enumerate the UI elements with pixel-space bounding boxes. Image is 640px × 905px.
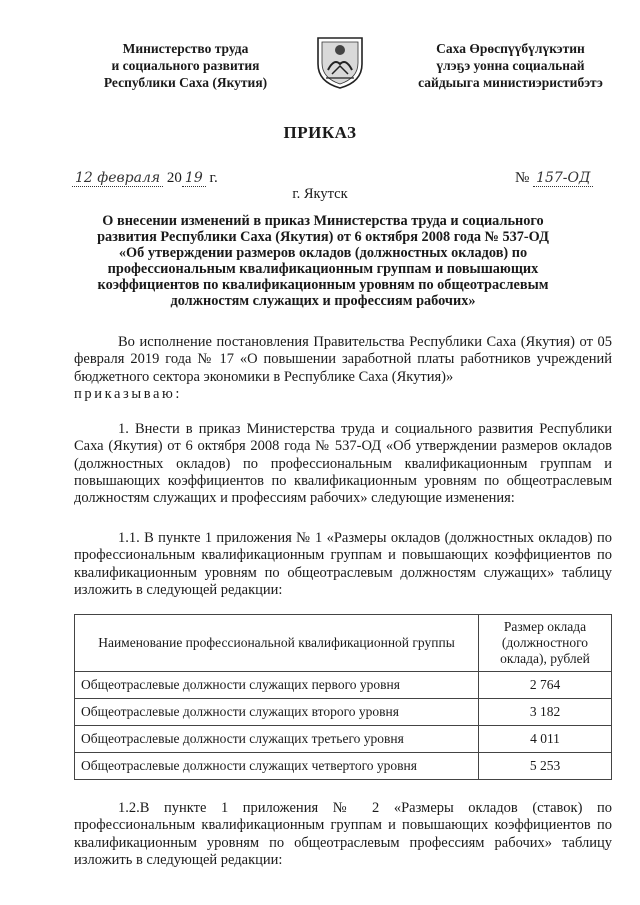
order-subject: О внесении изменений в приказ Министерства труда и социального развития Республики Саха (Якутия) от 6 октября 2008 года № 537-ОД «Об утверждении размеров окладов (должностных окладов) по профессиональным квалификационным группам и повышающих коэффициентов по квалификационным уровням по общеотраслевым должностям служащих и профессиям рабочих» <box>97 213 549 309</box>
date-year-prefix: 20 <box>166 170 182 186</box>
order-date <box>72 170 218 187</box>
table-header-group: Наименование профессиональной квалификационной группы <box>75 615 479 672</box>
ministry-name-sakha <box>398 40 623 91</box>
ministry-name-sakha-line: сайдыыга министиэристибэтэ <box>418 75 603 90</box>
paragraph-item-1-1 <box>74 530 612 599</box>
table-row <box>75 672 612 699</box>
table-row <box>75 699 612 726</box>
ministry-name-sakha-line: Саха Өрөспүүбүлүкэтин <box>436 41 585 56</box>
date-day-month: 12 февраля <box>72 170 163 187</box>
republic-sakha-emblem-icon <box>314 34 366 90</box>
ministry-name-sakha-line: үлэҕэ уонна социальнай <box>436 58 585 73</box>
table-header-salary: Размер оклада (должностного оклада), рублей <box>479 615 612 672</box>
date-suffix: г. <box>209 170 218 186</box>
paragraph-item-1 <box>74 421 612 507</box>
table-cell-salary: 4 011 <box>479 726 612 753</box>
paragraph-item-1-2 <box>74 800 612 869</box>
number-value: 157-ОД <box>533 170 593 187</box>
table-header-row <box>75 615 612 672</box>
document-title: ПРИКАЗ <box>283 123 357 142</box>
table-cell-group: Общеотраслевые должности служащих первого уровня <box>75 672 479 699</box>
paragraph-preamble <box>74 334 612 403</box>
ministry-name-ru <box>88 40 283 91</box>
table-cell-group: Общеотраслевые должности служащих четвертого уровня <box>75 753 479 780</box>
ministry-name-ru-line: и социального развития <box>111 58 260 73</box>
ministry-name-ru-line: Министерство труда <box>122 41 249 56</box>
salary-table <box>74 614 612 780</box>
table-cell-salary: 2 764 <box>479 672 612 699</box>
table-row <box>75 726 612 753</box>
table-row <box>75 753 612 780</box>
city: г. Якутск <box>292 186 348 202</box>
order-number <box>515 170 593 187</box>
table-cell-salary: 3 182 <box>479 699 612 726</box>
table-cell-group: Общеотраслевые должности служащих третьего уровня <box>75 726 479 753</box>
item-1-text: 1. Внести в приказ Министерства труда и социального развития Республики Саха (Якутия) от 6 октября 2008 года № 537-ОД «Об утверждении размеров окладов (должностных окладов) по профессиональным квалификационным группам и повышающих коэффициентов по квалификационным уровням по общеотраслевым должностям служащих и профессиям рабочих» следующие изменения: <box>74 421 612 507</box>
table-cell-salary: 5 253 <box>479 753 612 780</box>
order-word: приказываю: <box>74 385 183 402</box>
preamble-text: Во исполнение постановления Правительства Республики Саха (Якутия) от 05 февраля 2019 года № 17 «О повышении заработной платы работников учреждений бюджетного сектора экономики в Республике Саха (Якутия)» <box>74 334 612 385</box>
item-1-2-text: 1.2.В пункте 1 приложения № 2 «Размеры окладов (ставок) по профессиональным квалификационным группам и повышающих коэффициентов по квалификационным уровням по общеотраслевым профессиям рабочих» таблицу изложить в следующей редакции: <box>74 800 612 868</box>
date-year-suffix: 19 <box>182 170 206 187</box>
ministry-name-ru-line: Республики Саха (Якутия) <box>103 75 268 90</box>
number-prefix: № <box>515 170 530 186</box>
table-cell-group: Общеотраслевые должности служащих второго уровня <box>75 699 479 726</box>
item-1-1-text: 1.1. В пункте 1 приложения № 1 «Размеры окладов (должностных окладов) по профессиональным квалификационным группам и повышающих коэффициентов по квалификационным уровням по общеотраслевым должностям служащих» таблицу изложить в следующей редакции: <box>74 530 612 598</box>
